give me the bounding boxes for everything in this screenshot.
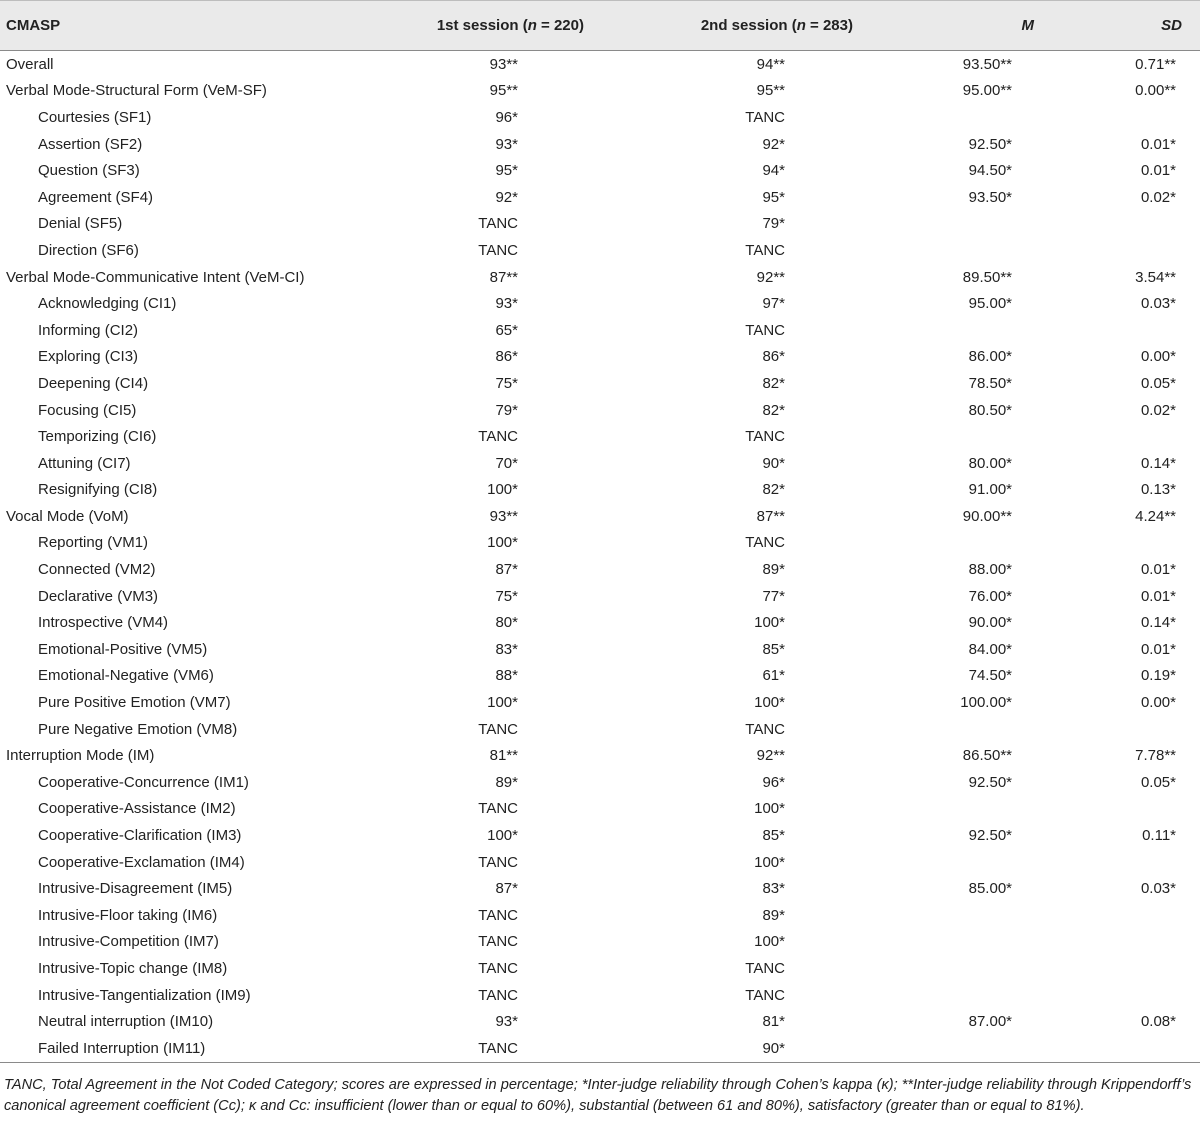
cell-mean [935, 902, 1040, 929]
row-label: Emotional-Negative (VM6) [38, 667, 214, 685]
cell-second-session: 92* [762, 135, 785, 153]
cell-second-session: 61* [762, 667, 785, 685]
cell-sd: 0.14* [1140, 614, 1176, 632]
table-row [0, 503, 1200, 530]
cell-second-session: TANC [745, 108, 785, 126]
cell-first-session: TANC [478, 800, 518, 818]
cell-sd: 0.08* [1140, 1013, 1176, 1031]
cell-sd: 0.01* [1140, 135, 1176, 153]
cell-sd: 0.14* [1140, 454, 1176, 472]
row-label: Agreement (SF4) [38, 188, 154, 206]
cell-first-session: 100* [487, 534, 518, 552]
header-sd [1040, 1, 1200, 51]
row-label: Verbal Mode-Structural Form (VeM-SF) [6, 82, 267, 100]
cell-sd [1040, 423, 1200, 450]
cell-first-session: 81** [489, 747, 518, 765]
cell-second-session: 94* [762, 162, 785, 180]
cell-first-session: 87* [495, 880, 518, 898]
row-label: Intrusive-Tangentialization (IM9) [38, 986, 251, 1004]
cell-mean: 92.50* [968, 773, 1012, 791]
cell-second-session: 79* [762, 215, 785, 233]
cell-sd [1040, 237, 1200, 264]
cell-first-session: 96* [495, 108, 518, 126]
cell-second-session: TANC [745, 241, 785, 259]
row-label: Connected (VM2) [38, 561, 156, 579]
cell-first-session: 87** [489, 268, 518, 286]
cell-second-session: 100* [754, 933, 785, 951]
row-label: Declarative (VM3) [38, 587, 159, 605]
table-row [0, 264, 1200, 291]
cell-second-session: 87** [756, 507, 785, 525]
header-mean-text: M [1021, 17, 1034, 34]
cell-second-session: 77* [762, 587, 785, 605]
cell-mean: 93.50** [962, 55, 1012, 73]
row-label: Emotional-Positive (VM5) [38, 640, 208, 658]
cell-mean: 85.00* [968, 880, 1012, 898]
cell-second-session: 82* [762, 374, 785, 392]
cell-mean: 78.50* [968, 374, 1012, 392]
cell-second-session: 92** [756, 747, 785, 765]
table-row [0, 929, 1200, 956]
cell-mean: 74.50* [968, 667, 1012, 685]
table-row [0, 344, 1200, 371]
cell-sd: 0.71** [1135, 55, 1176, 73]
table-row [0, 875, 1200, 902]
row-label: Intrusive-Floor taking (IM6) [38, 906, 218, 924]
cell-mean [935, 423, 1040, 450]
table-row [0, 237, 1200, 264]
cell-mean: 84.00* [968, 640, 1012, 658]
table-row [0, 530, 1200, 557]
table-row [0, 370, 1200, 397]
cell-sd: 0.03* [1140, 295, 1176, 313]
row-label: Focusing (CI5) [38, 401, 137, 419]
table-row [0, 1008, 1200, 1035]
row-label: Attuning (CI7) [38, 454, 131, 472]
table-row [0, 902, 1200, 929]
table-row [0, 742, 1200, 769]
cell-first-session: 75* [495, 587, 518, 605]
cell-mean [935, 849, 1040, 876]
cell-sd: 0.01* [1140, 587, 1176, 605]
cell-mean: 92.50* [968, 135, 1012, 153]
cell-first-session: TANC [478, 241, 518, 259]
cell-first-session: 88* [495, 667, 518, 685]
cell-sd: 0.11* [1142, 827, 1176, 845]
cell-mean: 89.50** [962, 268, 1012, 286]
row-label: Intrusive-Competition (IM7) [38, 933, 219, 951]
cell-mean [935, 530, 1040, 557]
cell-first-session: 86* [495, 348, 518, 366]
cell-sd: 0.00** [1135, 82, 1176, 100]
cell-second-session: 82* [762, 401, 785, 419]
row-label: Reporting (VM1) [38, 534, 149, 552]
table-row [0, 689, 1200, 716]
cell-second-session: 85* [762, 640, 785, 658]
table-row [0, 636, 1200, 663]
cell-first-session: TANC [478, 215, 518, 233]
cell-first-session: 80* [495, 614, 518, 632]
table-row [0, 583, 1200, 610]
cell-mean: 76.00* [968, 587, 1012, 605]
cell-sd: 0.01* [1140, 640, 1176, 658]
cell-first-session: 93** [489, 55, 518, 73]
cell-mean: 86.00* [968, 348, 1012, 366]
cell-second-session: 90* [762, 454, 785, 472]
cell-mean [935, 982, 1040, 1009]
table-body [0, 51, 1200, 1063]
cell-second-session: 82* [762, 481, 785, 499]
cell-sd: 0.19* [1140, 667, 1176, 685]
cell-sd [1040, 530, 1200, 557]
row-label: Pure Negative Emotion (VM8) [38, 720, 238, 738]
header-row [0, 1, 1200, 51]
header-second-session-n: n [796, 17, 806, 34]
row-label: Vocal Mode (VoM) [6, 507, 129, 525]
header-sd-text: SD [1161, 17, 1182, 34]
row-label: Introspective (VM4) [38, 614, 169, 632]
cell-sd: 0.05* [1140, 773, 1176, 791]
table-row [0, 955, 1200, 982]
cell-mean: 100.00* [960, 694, 1012, 712]
cell-mean [935, 317, 1040, 344]
row-label: Cooperative-Assistance (IM2) [38, 800, 236, 818]
row-label: Neutral interruption (IM10) [38, 1013, 214, 1031]
cell-mean: 88.00* [968, 561, 1012, 579]
cell-mean [935, 211, 1040, 238]
cell-mean: 90.00** [962, 507, 1012, 525]
cell-mean: 94.50* [968, 162, 1012, 180]
row-label: Direction (SF6) [38, 241, 139, 259]
cell-first-session: TANC [478, 959, 518, 977]
cell-first-session: 89* [495, 773, 518, 791]
cell-sd: 0.13* [1140, 481, 1176, 499]
cell-sd: 7.78** [1135, 747, 1176, 765]
cell-second-session: 92** [756, 268, 785, 286]
cell-mean: 80.00* [968, 454, 1012, 472]
cell-sd [1040, 317, 1200, 344]
cell-second-session: TANC [745, 428, 785, 446]
cell-first-session: 75* [495, 374, 518, 392]
cell-first-session: 70* [495, 454, 518, 472]
row-label: Acknowledging (CI1) [38, 295, 177, 313]
table-header [0, 1, 1200, 51]
cell-second-session: 89* [762, 561, 785, 579]
cell-mean: 92.50* [968, 827, 1012, 845]
header-second-session-pre: 2nd session ( [700, 17, 797, 34]
row-label: Exploring (CI3) [38, 348, 139, 366]
table-row [0, 477, 1200, 504]
row-label: Overall [6, 55, 54, 73]
table-row [0, 184, 1200, 211]
cell-first-session: 93** [489, 507, 518, 525]
cell-second-session: 95* [762, 188, 785, 206]
table-row [0, 716, 1200, 743]
table-row [0, 982, 1200, 1009]
row-label: Failed Interruption (IM11) [0, 1035, 405, 1062]
table-row [0, 769, 1200, 796]
cell-mean: 95.00** [962, 82, 1012, 100]
cell-second-session: TANC [745, 321, 785, 339]
cell-sd [1040, 929, 1200, 956]
row-label: Interruption Mode (IM) [6, 747, 155, 765]
cell-sd: 0.02* [1140, 401, 1176, 419]
cell-second-session: 96* [762, 773, 785, 791]
cell-sd [1040, 796, 1200, 823]
cell-mean [935, 104, 1040, 131]
cell-second-session: 95** [756, 82, 785, 100]
cell-mean [935, 955, 1040, 982]
cell-mean: 90.00* [968, 614, 1012, 632]
cell-first-session: TANC [478, 986, 518, 1004]
cell-first-session: TANC [478, 720, 518, 738]
cell-second-session: 100* [754, 800, 785, 818]
cell-first-session: 87* [495, 561, 518, 579]
cell-first-session: 83* [495, 640, 518, 658]
table-row [0, 556, 1200, 583]
table-row [0, 104, 1200, 131]
cell-first-session: 65* [495, 321, 518, 339]
header-first-session-post: = 220) [536, 17, 584, 34]
cell-second-session: TANC [745, 720, 785, 738]
cell-sd: 4.24** [1135, 507, 1176, 525]
cell-first-session: 92* [495, 188, 518, 206]
row-label: Verbal Mode-Communicative Intent (VeM-CI) [6, 268, 305, 286]
cell-sd [1040, 902, 1200, 929]
cell-second-session: 89* [762, 906, 785, 924]
table-row [0, 78, 1200, 105]
cell-mean: 93.50* [968, 188, 1012, 206]
cell-second-session: 81* [762, 1013, 785, 1031]
row-label: Informing (CI2) [38, 321, 139, 339]
cell-sd: 3.54** [1135, 268, 1176, 286]
cell-mean [935, 237, 1040, 264]
table-row [0, 397, 1200, 424]
table-row [0, 131, 1200, 158]
table-footnote: TANC, Total Agreement in the Not Coded Category; scores are expressed in percentage; *Inter-judge reliability through Cohen’s kappa (κ); **Inter-judge reliability through Krippendorff’s canonical agreement coefficient (Cc); κ and Cc: insufficient (lower than or equal to 60%), substantial (between 61 and 80%), satisfactory (greater than or equal to 81%). [4, 1076, 1192, 1114]
cell-sd [1040, 211, 1200, 238]
cell-first-session: TANC [478, 906, 518, 924]
table-row [0, 1035, 1200, 1062]
cell-first-session: 95** [489, 82, 518, 100]
cell-first-session: TANC [478, 853, 518, 871]
row-label: Courtesies (SF1) [38, 108, 152, 126]
cell-sd: 0.00* [1140, 348, 1176, 366]
cell-first-session: TANC [405, 1035, 600, 1062]
cell-mean: 87.00* [968, 1013, 1012, 1031]
cell-second-session: 83* [762, 880, 785, 898]
cell-sd: 0.01* [1140, 162, 1176, 180]
row-label: Temporizing (CI6) [38, 428, 157, 446]
header-first-session-n: n [527, 17, 537, 34]
row-label: Deepening (CI4) [38, 374, 149, 392]
table-row [0, 290, 1200, 317]
table-row [0, 423, 1200, 450]
table-row [0, 663, 1200, 690]
cell-sd [1040, 716, 1200, 743]
cell-sd: 0.03* [1140, 880, 1176, 898]
cell-sd: 0.01* [1140, 561, 1176, 579]
table-row [0, 450, 1200, 477]
cell-sd [1040, 849, 1200, 876]
cell-second-session: TANC [745, 959, 785, 977]
cell-sd [1040, 955, 1200, 982]
cell-second-session: 100* [754, 853, 785, 871]
cell-first-session: TANC [478, 933, 518, 951]
row-label: Cooperative-Clarification (IM3) [38, 827, 242, 845]
cell-sd: 0.00* [1140, 694, 1176, 712]
cell-first-session: 79* [495, 401, 518, 419]
header-first-session-pre: 1st session ( [436, 17, 528, 34]
table-row [0, 51, 1200, 78]
cell-first-session: 100* [487, 694, 518, 712]
row-label: Intrusive-Disagreement (IM5) [38, 880, 233, 898]
cell-mean: 86.50** [962, 747, 1012, 765]
row-label: Pure Positive Emotion (VM7) [38, 694, 231, 712]
cell-first-session: 93* [495, 135, 518, 153]
row-label: Denial (SF5) [38, 215, 123, 233]
cell-first-session: 100* [487, 481, 518, 499]
cell-mean: 95.00* [968, 295, 1012, 313]
cell-sd [1040, 104, 1200, 131]
cell-second-session: TANC [745, 986, 785, 1004]
cell-mean [935, 1035, 1040, 1062]
cell-second-session: 90* [600, 1035, 935, 1062]
header-first-session [405, 1, 600, 51]
cell-second-session: TANC [745, 534, 785, 552]
cell-mean [935, 929, 1040, 956]
row-label: Resignifying (CI8) [38, 481, 158, 499]
cell-second-session: 100* [754, 614, 785, 632]
cell-first-session: 93* [495, 295, 518, 313]
cell-mean: 91.00* [968, 481, 1012, 499]
cell-sd: 0.02* [1140, 188, 1176, 206]
cell-mean [935, 796, 1040, 823]
row-label: Assertion (SF2) [38, 135, 143, 153]
table-row [0, 822, 1200, 849]
row-label: Cooperative-Exclamation (IM4) [38, 853, 245, 871]
table-row [0, 157, 1200, 184]
row-label: Cooperative-Concurrence (IM1) [38, 773, 249, 791]
cell-second-session: 85* [762, 827, 785, 845]
table-row [0, 796, 1200, 823]
cell-sd [1040, 982, 1200, 1009]
cell-mean: 80.50* [968, 401, 1012, 419]
table-row [0, 609, 1200, 636]
header-second-session [600, 1, 935, 51]
table-row [0, 211, 1200, 238]
cell-mean [935, 716, 1040, 743]
cell-second-session: 86* [762, 348, 785, 366]
cell-second-session: 94** [756, 55, 785, 73]
cell-first-session: 100* [487, 827, 518, 845]
cell-first-session: 93* [495, 1013, 518, 1031]
cell-sd [1040, 1035, 1200, 1062]
cell-sd: 0.05* [1140, 374, 1176, 392]
header-mean [935, 1, 1040, 51]
cell-second-session: 100* [754, 694, 785, 712]
header-second-session-post: = 283) [805, 17, 853, 34]
header-cmasp: CMASP [0, 1, 405, 51]
row-label: Intrusive-Topic change (IM8) [38, 959, 228, 977]
cell-first-session: TANC [478, 428, 518, 446]
cell-second-session: 97* [762, 295, 785, 313]
table-row [0, 849, 1200, 876]
table-row [0, 317, 1200, 344]
row-label: Question (SF3) [38, 162, 140, 180]
cell-first-session: 95* [495, 162, 518, 180]
